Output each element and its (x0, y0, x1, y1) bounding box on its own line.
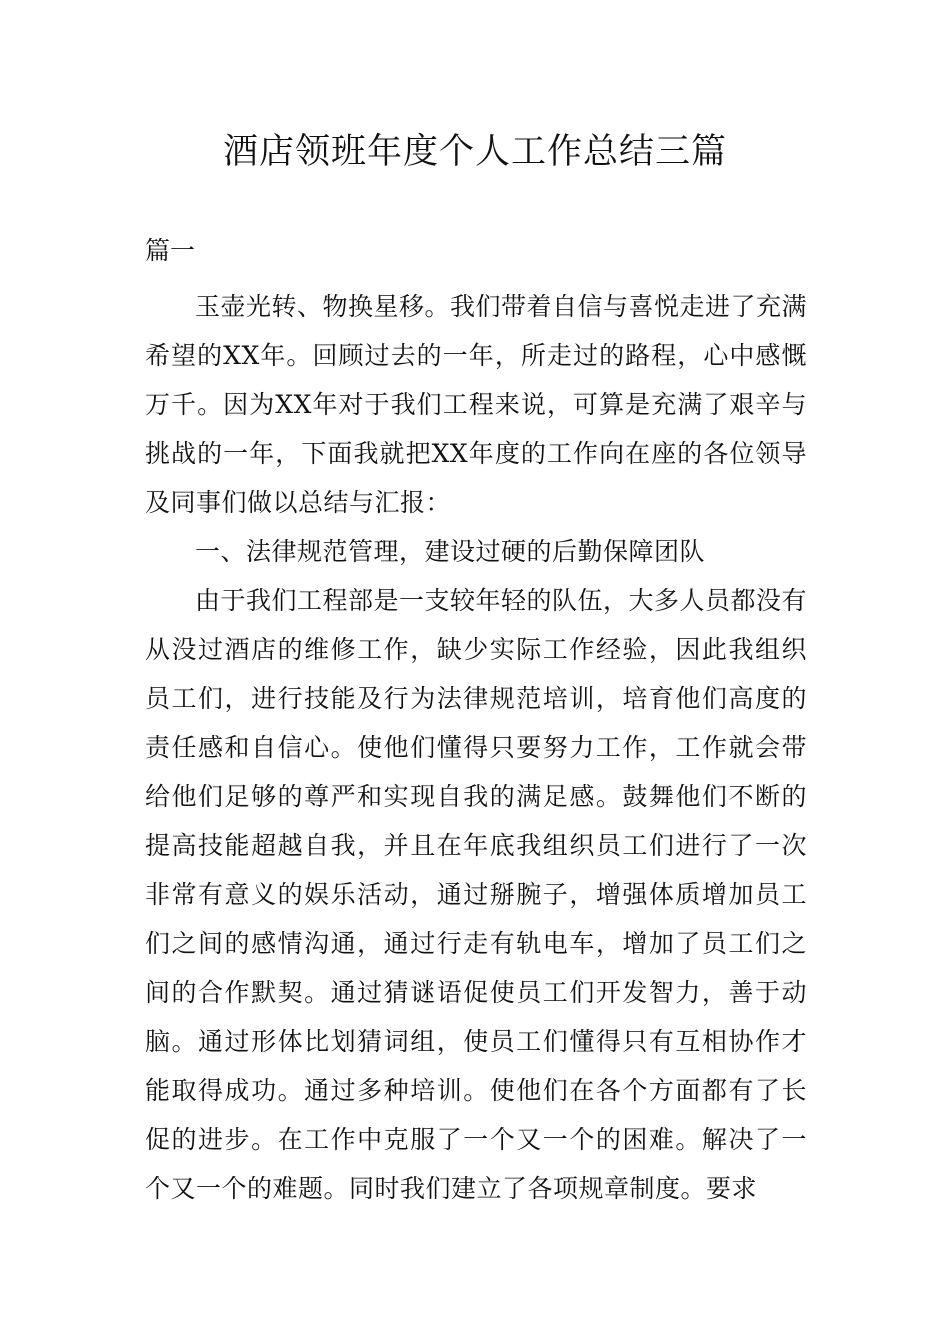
paragraph-heading: 一、法律规范管理，建设过硬的后勤保障团队 (195, 537, 706, 566)
document-title: 酒店领班年度个人工作总结三篇 (222, 132, 727, 172)
paragraph-body: 由于我们工程部是一支较年轻的队伍，大多人员都没有从没过酒店的维修工作，缺少实际工作经验，因此我组织员工们，进行技能及行为法律规范培训，培育他们高度的责任感和自信心。使他们懂得只要努力工作，工作就会带给他们足够的尊严和实现自我的满足感。鼓舞他们不断的提高技能超越自我，并且在年底我组织员工们进行了一次非常有意义的娱乐活动，通过掰腕子，增强体质增加员工们之间的感情沟通，通过行走有轨电车，增加了员工们之间的合作默契。通过猜谜语促使员工们开发智力，善于动脑。通过形体比划猜词组，使员工们懂得只有互相协作才能取得成功。通过多种培训。使他们在各个方面都有了长促的进步。在工作中克服了一个又一个的困难。解决了一个又一个的难题。同时我们建立了各项规章制度。要求 (145, 586, 808, 1203)
section-label: 篇一 (145, 236, 196, 265)
document-body (145, 282, 807, 1213)
paragraph-intro: 玉壶光转、物换星移。我们带着自信与喜悦走进了充满希望的XX年。回顾过去的一年，所走过的路程，心中感慨万千。因为XX年对于我们工程来说，可算是充满了艰辛与挑战的一年，下面我就把XX年度的工作向在座的各位领导及同事们做以总结与汇报： (145, 292, 808, 517)
